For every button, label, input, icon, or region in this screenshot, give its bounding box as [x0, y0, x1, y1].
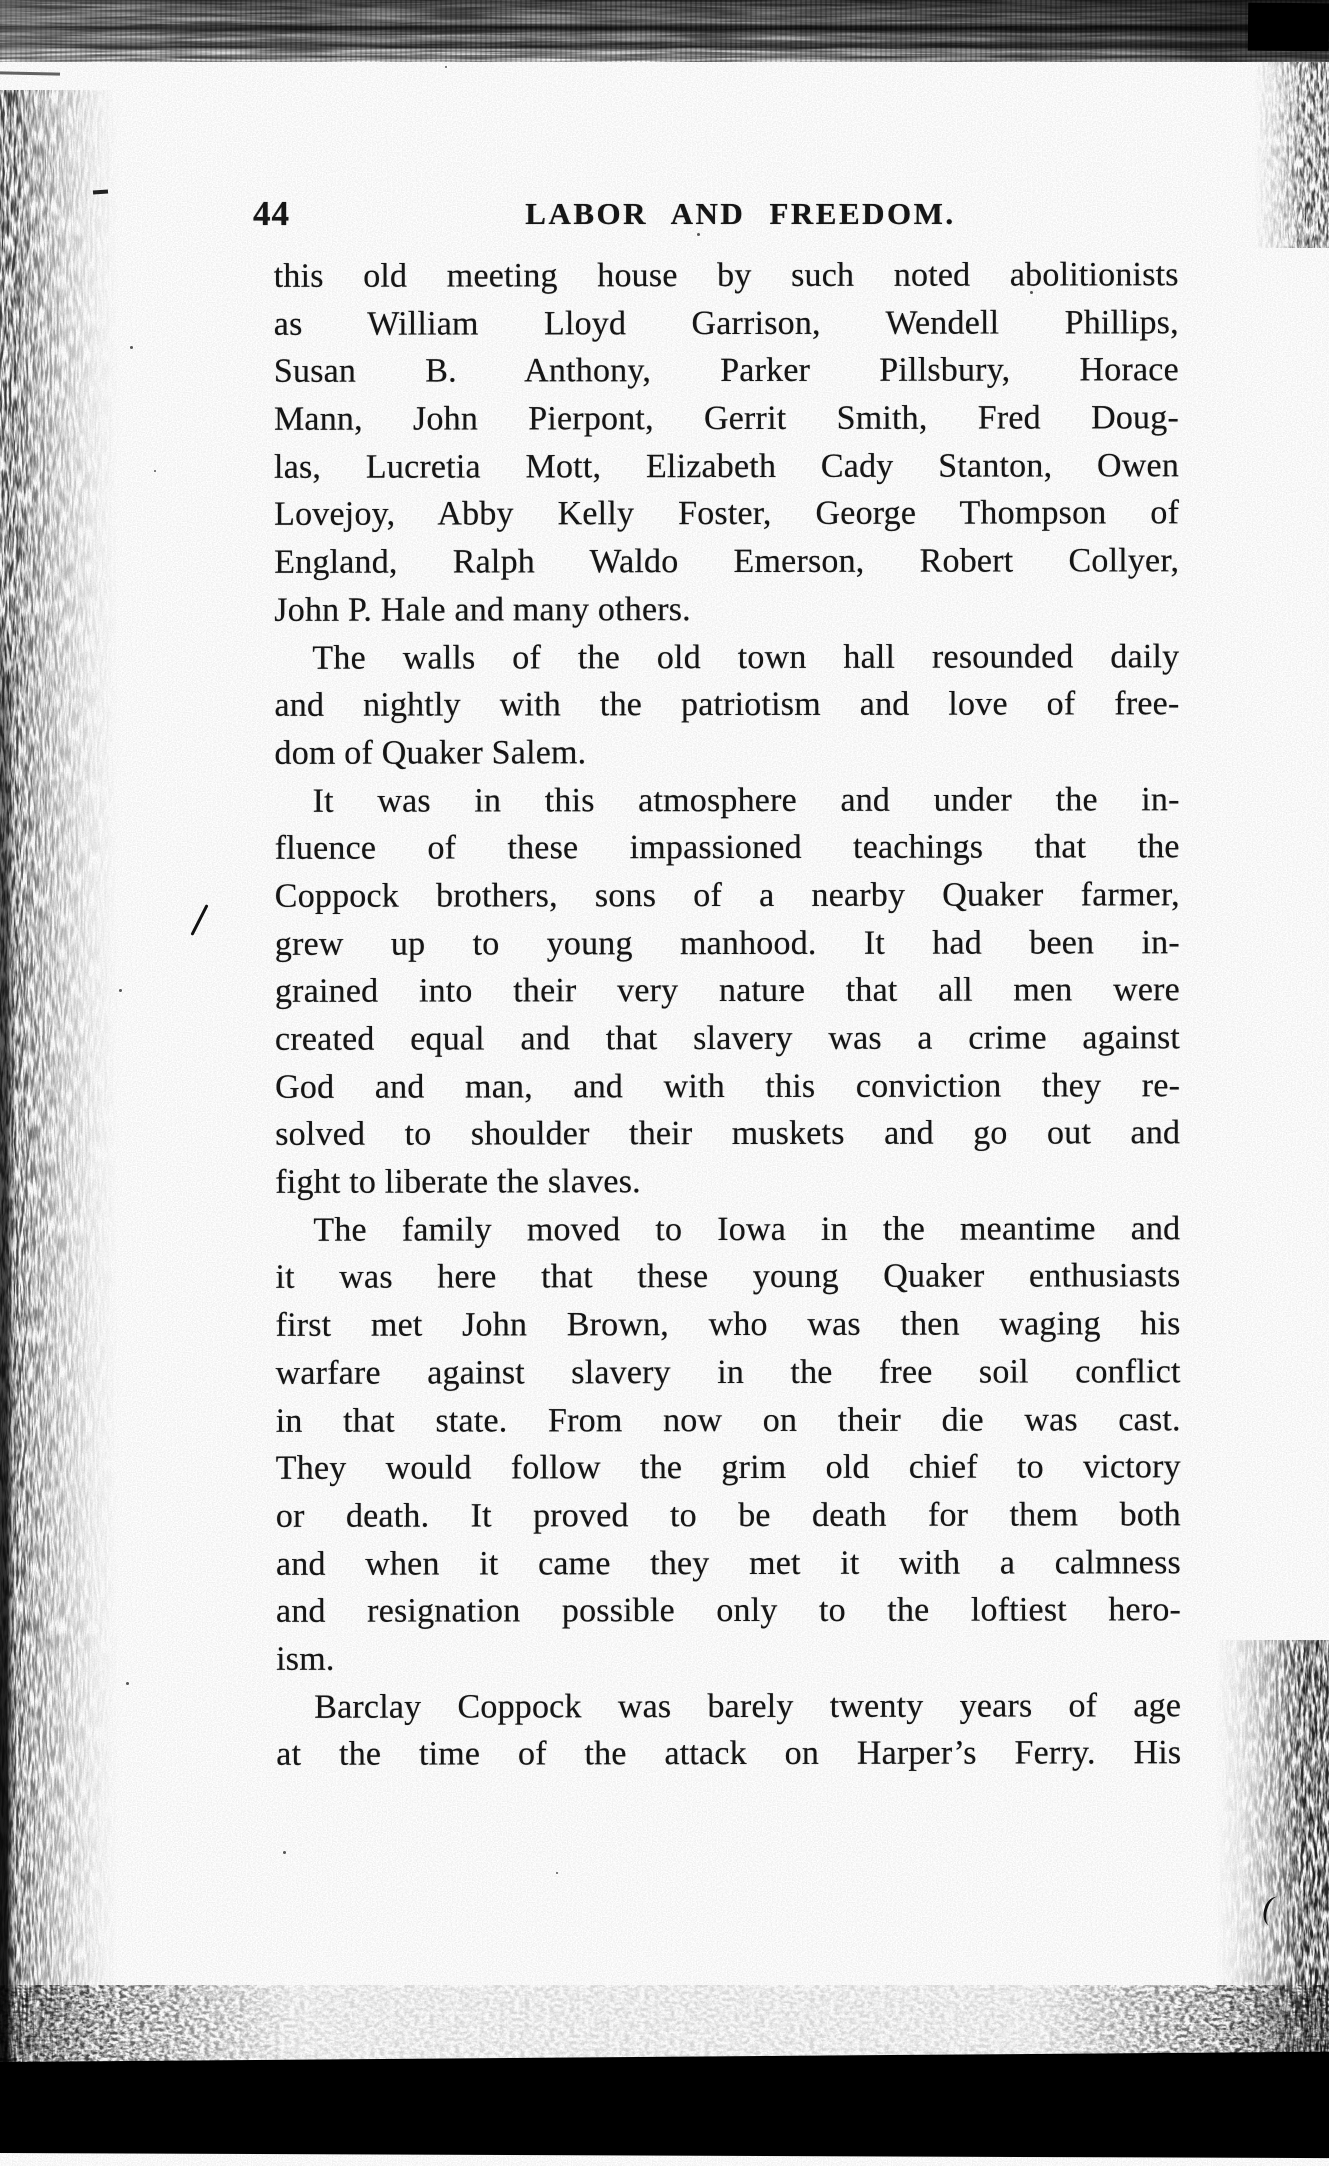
- text-line: dom of Quaker Salem.: [274, 734, 587, 772]
- scan-edge-bottom-noise: [0, 1985, 1329, 2063]
- text-line: as William Lloyd Garrison, Wendell Phillips,: [273, 303, 1179, 343]
- text-line: first met John Brown, who was then waging his: [275, 1305, 1181, 1344]
- scan-speck: [154, 470, 156, 472]
- text-line: Barclay Coppock was barely twenty years of age: [314, 1686, 1182, 1726]
- scan-black-band-bottom: [0, 2045, 1329, 2166]
- text-line: Susan B. Anthony, Parker Pillsbury, Horace: [273, 351, 1179, 391]
- text-line: Coppock brothers, sons of a nearby Quaker farmer,: [274, 876, 1180, 915]
- text-line: at the time of the attack on Harper’s Ferry. His: [276, 1734, 1182, 1774]
- text-line: John P. Hale and many others.: [274, 590, 691, 629]
- text-line: and when it came they met it with a calmness: [275, 1543, 1181, 1583]
- scan-edge-right-noise-top: [1250, 58, 1329, 248]
- text-line: and nightly with the patriotism and love of free-: [274, 685, 1180, 724]
- body-text: [274, 251, 1182, 1779]
- text-line: or death. It proved to be death for them both: [275, 1496, 1181, 1535]
- scan-black-corner-top-right: [1248, 3, 1329, 52]
- scan-noise-top: [0, 0, 1329, 62]
- text-line: solved to shoulder their muskets and go out and: [275, 1114, 1181, 1154]
- text-line: it was here that these young Quaker enthusiasts: [275, 1257, 1181, 1297]
- text-line: The family moved to Iowa in the meantime and: [313, 1209, 1181, 1249]
- text-line: grew up to young manhood. It had been in-: [274, 923, 1180, 963]
- text-line: grained into their very nature that all men were: [274, 971, 1180, 1011]
- text-line: God and man, and with this conviction they re-: [275, 1066, 1181, 1106]
- text-line: Mann, John Pierpont, Gerrit Smith, Fred Doug-: [273, 399, 1179, 438]
- scan-speck: [126, 1682, 129, 1685]
- scan-speck: [130, 346, 133, 349]
- text-line: fight to liberate the slaves.: [275, 1163, 641, 1201]
- scan-speck: [556, 1872, 558, 1874]
- text-line: and resignation possible only to the loftiest hero-: [276, 1591, 1182, 1631]
- scan-speck: [283, 1851, 286, 1854]
- running-title: LABOR AND FREEDOM.: [525, 196, 956, 231]
- text-line: las, Lucretia Mott, Elizabeth Cady Stanton, Owen: [274, 446, 1180, 486]
- text-line: England, Ralph Waldo Emerson, Robert Collyer,: [274, 542, 1180, 581]
- text-line: in that state. From now on their die was cast.: [275, 1400, 1181, 1440]
- text-line: ism.: [276, 1640, 335, 1678]
- scan-edge-top-band: [0, 0, 1329, 62]
- text-line: Lovejoy, Abby Kelly Foster, George Thompson of: [274, 494, 1180, 534]
- text-line: They would follow the grim old chief to victory: [275, 1448, 1181, 1487]
- scan-gutter-line-left: [0, 620, 17, 2070]
- text-line: The walls of the old town hall resounded daily: [312, 637, 1180, 677]
- page-header: [253, 194, 1180, 236]
- text-line: this old meeting house by such noted abolitionists: [273, 256, 1179, 295]
- scan-edge-left-noise: [0, 90, 120, 2065]
- text-line: created equal and that slavery was a crime against: [275, 1019, 1181, 1058]
- scan-speck: [445, 66, 447, 68]
- text-line: fluence of these impassioned teachings that the: [274, 828, 1180, 868]
- text-line: It was in this atmosphere and under the in-: [312, 780, 1180, 820]
- text-line: warfare against slavery in the free soil conflict: [275, 1353, 1181, 1392]
- page-number: 44: [253, 194, 290, 233]
